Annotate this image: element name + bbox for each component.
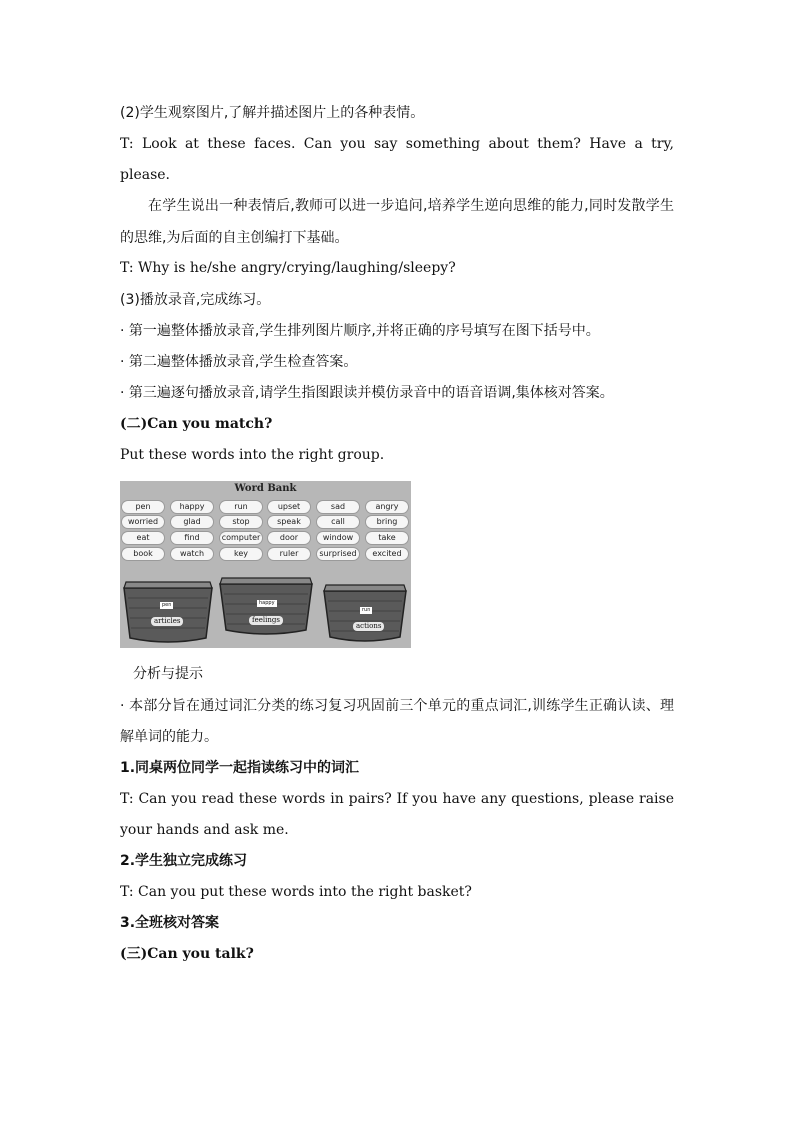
word-tag: bring (366, 516, 408, 528)
word-tag: book (122, 548, 164, 560)
analysis-heading: 分析与提示 (133, 666, 203, 682)
step-1-heading: 1.同桌两位同学一起指读练习中的词汇 (120, 760, 360, 776)
word-tag: ruler (268, 548, 310, 560)
line-6: T: Why is he/she angry/crying/laughing/sleepy? (120, 260, 456, 276)
word-tag: worried (122, 516, 164, 528)
word-bank-figure (120, 481, 411, 648)
word-tag: sad (317, 501, 359, 513)
line-2: T: Look at these faces. Can you say something about them? Have a try, (120, 136, 674, 152)
word-tag: door (268, 532, 310, 544)
word-tag: glad (171, 516, 213, 528)
heading-match: (二)Can you match? (120, 416, 273, 432)
heading-talk: (三)Can you talk? (120, 946, 254, 962)
word-tag: window (317, 532, 359, 544)
word-tag: speak (268, 516, 310, 528)
line-18: your hands and ask me. (120, 822, 289, 838)
basket-articles-tag: pen (162, 602, 172, 608)
line-20: T: Can you put these words into the right basket? (120, 884, 472, 900)
word-tag: eat (122, 532, 164, 544)
word-tag: key (220, 548, 262, 560)
word-tag: run (220, 501, 262, 513)
word-tag: watch (171, 548, 213, 560)
basket-feelings-label: feelings (249, 616, 283, 625)
line-8: · 第一遍整体播放录音,学生排列图片顺序,并将正确的序号填写在图下括号中。 (120, 323, 600, 339)
word-tag: take (366, 532, 408, 544)
line-14: · 本部分旨在通过词汇分类的练习复习巩固前三个单元的重点词汇,训练学生正确认读、理 (120, 698, 674, 714)
word-tag: call (317, 516, 359, 528)
basket-actions-tag: run (362, 607, 371, 613)
word-tag: upset (268, 501, 310, 513)
line-15: 解单词的能力。 (120, 729, 218, 745)
word-tag: stop (220, 516, 262, 528)
line-9: · 第二遍整体播放录音,学生检查答案。 (120, 354, 358, 370)
word-bank-title: Word Bank (234, 483, 297, 494)
line-17: T: Can you read these words in pairs? If you have any questions, please raise (120, 791, 674, 807)
word-tag: pen (122, 501, 164, 513)
basket-articles-label: articles (151, 617, 183, 626)
line-5: 的思维,为后面的自主创编打下基础。 (120, 230, 349, 246)
step-3-heading: 3.全班核对答案 (120, 915, 220, 931)
basket-actions-label: actions (353, 622, 384, 631)
word-tag: excited (366, 548, 408, 560)
word-tag: find (171, 532, 213, 544)
line-1: (2)学生观察图片,了解并描述图片上的各种表情。 (120, 105, 425, 121)
word-tag: surprised (317, 548, 359, 560)
word-tag: happy (171, 501, 213, 513)
word-tag: computer (221, 533, 261, 542)
basket-feelings-tag: happy (259, 600, 275, 606)
line-12: Put these words into the right group. (120, 447, 385, 463)
line-3: please. (120, 167, 170, 183)
line-7: (3)播放录音,完成练习。 (120, 292, 271, 308)
word-tag: angry (366, 501, 408, 513)
step-2-heading: 2.学生独立完成练习 (120, 853, 248, 869)
line-10: · 第三遍逐句播放录音,请学生指图跟读并模仿录音中的语音语调,集体核对答案。 (120, 385, 614, 401)
line-4: 在学生说出一种表情后,教师可以进一步追问,培养学生逆向思维的能力,同时发散学生 (148, 198, 674, 214)
basket-articles (122, 574, 214, 646)
